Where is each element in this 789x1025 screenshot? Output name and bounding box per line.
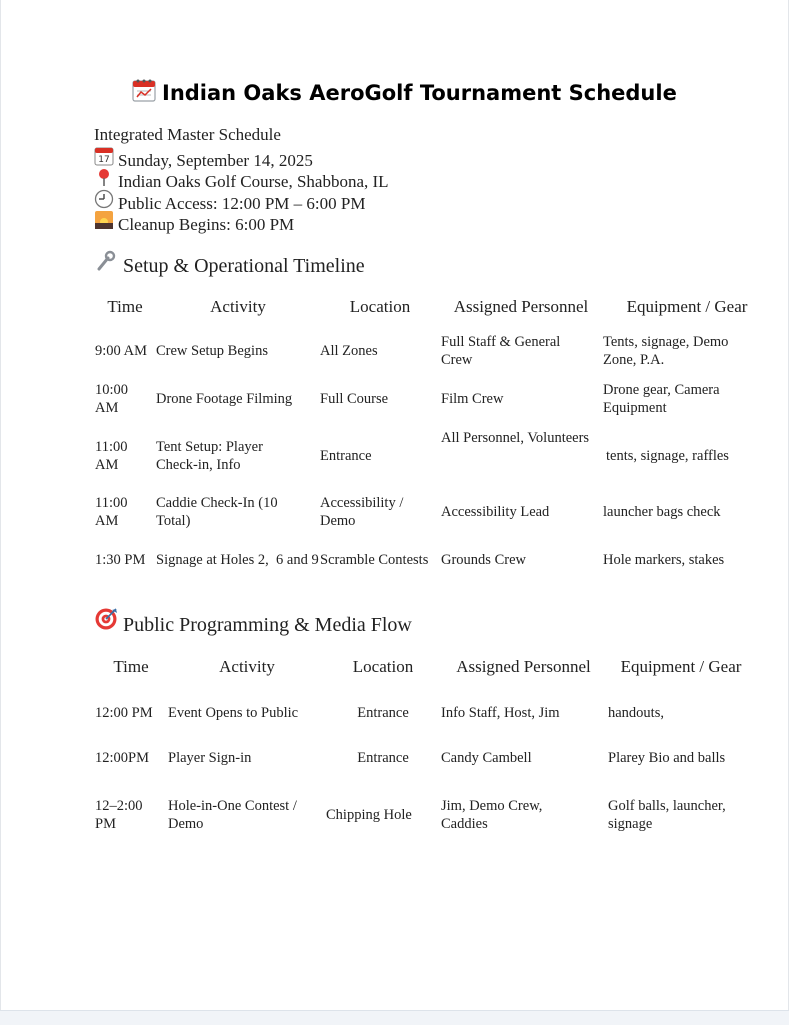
column-header-equipment: Equipment / Gear: [620, 657, 742, 676]
table-row-cell: Drone Footage Filming: [156, 391, 293, 407]
title-text: Indian Oaks AeroGolf Tournament Schedule: [162, 81, 677, 105]
table-row-cell: Tent Setup: Player Check-in, Info: [156, 439, 263, 473]
table-row-cell: Plarey Bio and balls: [608, 750, 726, 766]
table-row-cell: Signage at Holes 2, 6 and 9: [156, 552, 319, 568]
column-header-time: Time: [107, 297, 143, 316]
table-row-cell: 11:00 AM: [95, 439, 128, 473]
table-row-cell: Full Staff & General Crew: [441, 334, 561, 368]
table-row-cell: Crew Setup Begins: [156, 343, 268, 359]
table-row-cell: Event Opens to Public: [168, 705, 299, 721]
table-row-cell: Film Crew: [441, 391, 504, 407]
table-row-cell: Drone gear, Camera Equipment: [603, 382, 720, 416]
section-heading-setup: Setup & Operational Timeline: [94, 250, 365, 278]
table-row-cell: 12:00 PM: [95, 705, 153, 721]
table-row-cell: Caddie Check-In (10 Total): [156, 495, 278, 529]
location-line: Indian Oaks Golf Course, Shabbona, IL: [94, 167, 389, 193]
section-heading-public: Public Programming & Media Flow: [94, 607, 412, 637]
target-icon: [94, 607, 118, 637]
table-row-cell: Candy Cambell: [441, 750, 532, 766]
date-line: 17 Sunday, September 14, 2025: [94, 146, 313, 172]
table-row-cell: Scramble Contests: [320, 552, 429, 568]
table-row-cell: Golf balls, launcher, signage: [608, 798, 726, 832]
column-header-activity: Activity: [219, 657, 275, 676]
table-row-cell: 12–2:00 PM: [95, 798, 143, 832]
table-row-cell: 11:00 AM: [95, 495, 128, 529]
table-row-cell: Chipping Hole: [326, 807, 412, 823]
document-title: [132, 78, 677, 107]
calendar-icon: [132, 78, 156, 107]
table-row-cell: tents, signage, raffles: [606, 448, 729, 464]
table-row-cell: Hole-in-One Contest / Demo: [168, 798, 297, 832]
column-header-personnel: Assigned Personnel: [456, 657, 591, 676]
table-row-cell: All Personnel, Volunteers: [441, 430, 590, 446]
table-row-cell: Entrance: [320, 448, 372, 464]
table-row-cell: launcher bags check: [603, 504, 721, 520]
table-row-cell: Hole markers, stakes: [603, 552, 725, 568]
column-header-location: Location: [352, 657, 414, 676]
column-header-activity: Activity: [210, 297, 266, 316]
svg-text:17: 17: [98, 155, 110, 165]
table-row-cell: Grounds Crew: [441, 552, 526, 568]
table-row-cell: 9:00 AM: [95, 343, 147, 359]
table-row-cell: Tents, signage, Demo Zone, P.A.: [603, 334, 729, 368]
public-access-line: Public Access: 12:00 PM – 6:00 PM: [94, 189, 365, 215]
column-header-personnel: Assigned Personnel: [453, 297, 589, 316]
table-row-cell: handouts,: [608, 705, 664, 721]
table-row-cell: Player Sign-in: [168, 750, 252, 766]
column-header-location: Location: [349, 297, 411, 316]
table-row-cell: 1:30 PM: [95, 552, 146, 568]
table-row-cell: Entrance: [357, 705, 409, 721]
wrench-icon: [94, 250, 118, 278]
table-row-cell: All Zones: [320, 343, 378, 359]
bottom-scroll-bar: [0, 1010, 789, 1025]
table-row-cell: Accessibility Lead: [441, 504, 550, 520]
table-row-cell: Entrance: [357, 750, 409, 766]
cleanup-line: Cleanup Begins: 6:00 PM: [94, 210, 294, 236]
table-row-cell: Accessibility / Demo: [320, 495, 404, 529]
table-row-cell: Full Course: [320, 391, 389, 407]
column-header-equipment: Equipment / Gear: [626, 297, 748, 316]
table-row-cell: 12:00PM: [95, 750, 149, 766]
schedule-subheading: Integrated Master Schedule: [94, 125, 281, 144]
sunset-icon: [94, 210, 114, 236]
table-row-cell: Jim, Demo Crew, Caddies: [441, 798, 543, 832]
table-row-cell: 10:00 AM: [95, 382, 129, 416]
table-row-cell: Info Staff, Host, Jim: [441, 705, 560, 721]
column-header-time: Time: [113, 657, 149, 676]
